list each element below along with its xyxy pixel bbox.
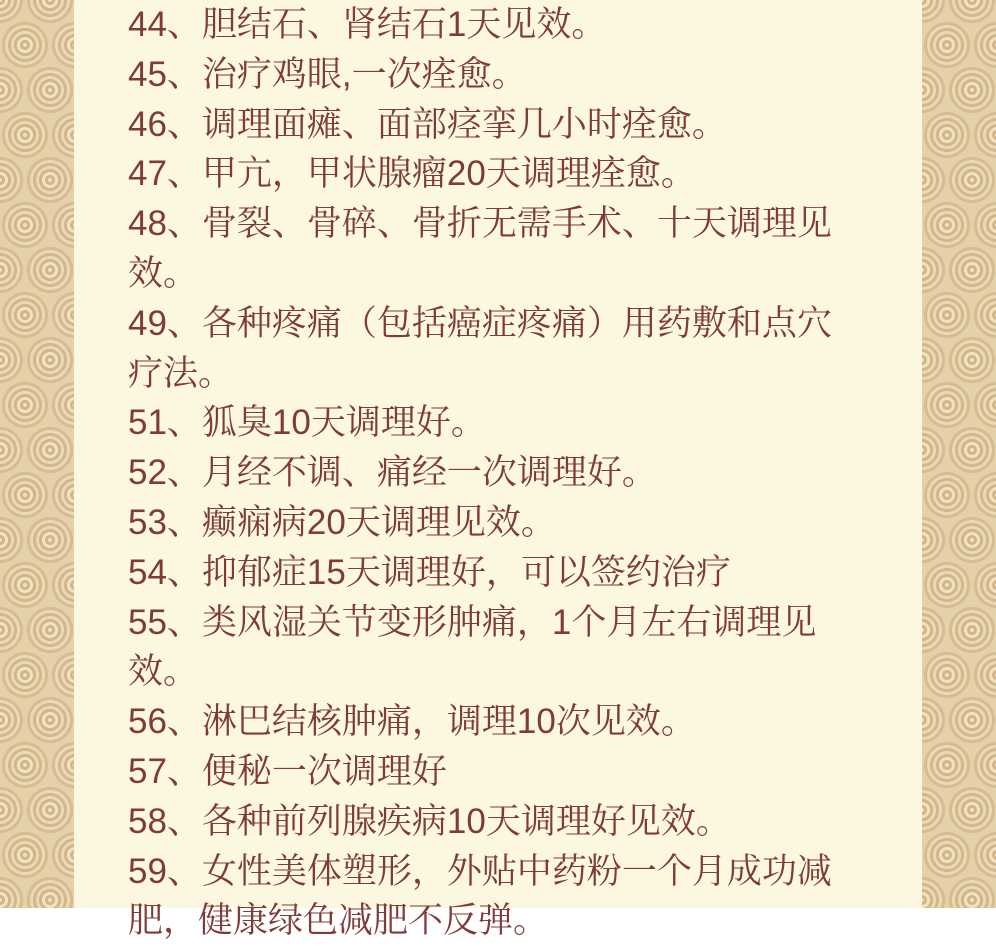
list-item: [128, 199, 922, 299]
list-item: [128, 100, 922, 150]
text-line: 肥，健康绿色减肥不反弹。: [128, 901, 549, 941]
text-line: 57、便秘一次调理好: [128, 751, 447, 791]
list-item: [128, 448, 922, 498]
text-line: 59、女性美体塑形，外贴中药粉一个月成功减: [128, 851, 832, 891]
treatment-list: [74, 0, 922, 946]
list-item: [128, 797, 922, 847]
text-line: 55、类风湿关节变形肿痛，1个月左右调理见: [128, 602, 817, 642]
text-line: 52、月经不调、痛经一次调理好。: [128, 453, 657, 493]
text-line: 53、癫痫病20天调理见效。: [128, 502, 556, 542]
border-pattern-left: [0, 0, 74, 908]
text-line: 45、治疗鸡眼,一次痊愈。: [128, 54, 527, 94]
list-item: [128, 548, 922, 598]
text-line: 效。: [128, 253, 199, 293]
list-item: [128, 0, 922, 50]
text-line: 47、甲亢，甲状腺瘤20天调理痊愈。: [128, 154, 696, 194]
text-line: 58、各种前列腺疾病10天调理好见效。: [128, 801, 731, 841]
text-line: 48、骨裂、骨碎、骨折无需手术、十天调理见: [128, 204, 832, 244]
list-item: [128, 299, 922, 399]
text-line: 49、各种疼痛（包括癌症疼痛）用药敷和点穴: [128, 303, 832, 343]
list-item: [128, 50, 922, 100]
text-line: 54、抑郁症15天调理好，可以签约治疗: [128, 552, 731, 592]
list-item: [128, 398, 922, 448]
list-item: [128, 747, 922, 797]
border-pattern-right: [922, 0, 996, 908]
list-item: [128, 498, 922, 548]
text-line: 44、胆结石、肾结石1天见效。: [128, 5, 607, 44]
list-item: [128, 697, 922, 747]
list-item: [128, 847, 922, 946]
text-line: 效。: [128, 652, 199, 692]
list-item: [128, 598, 922, 698]
text-line: 51、狐臭10天调理好。: [128, 403, 486, 443]
list-item: [128, 149, 922, 199]
text-line: 疗法。: [128, 353, 234, 393]
content-area: [74, 0, 922, 941]
text-line: 56、淋巴结核肿痛，调理10次见效。: [128, 702, 696, 742]
text-line: 46、调理面瘫、面部痉挛几小时痊愈。: [128, 104, 727, 144]
